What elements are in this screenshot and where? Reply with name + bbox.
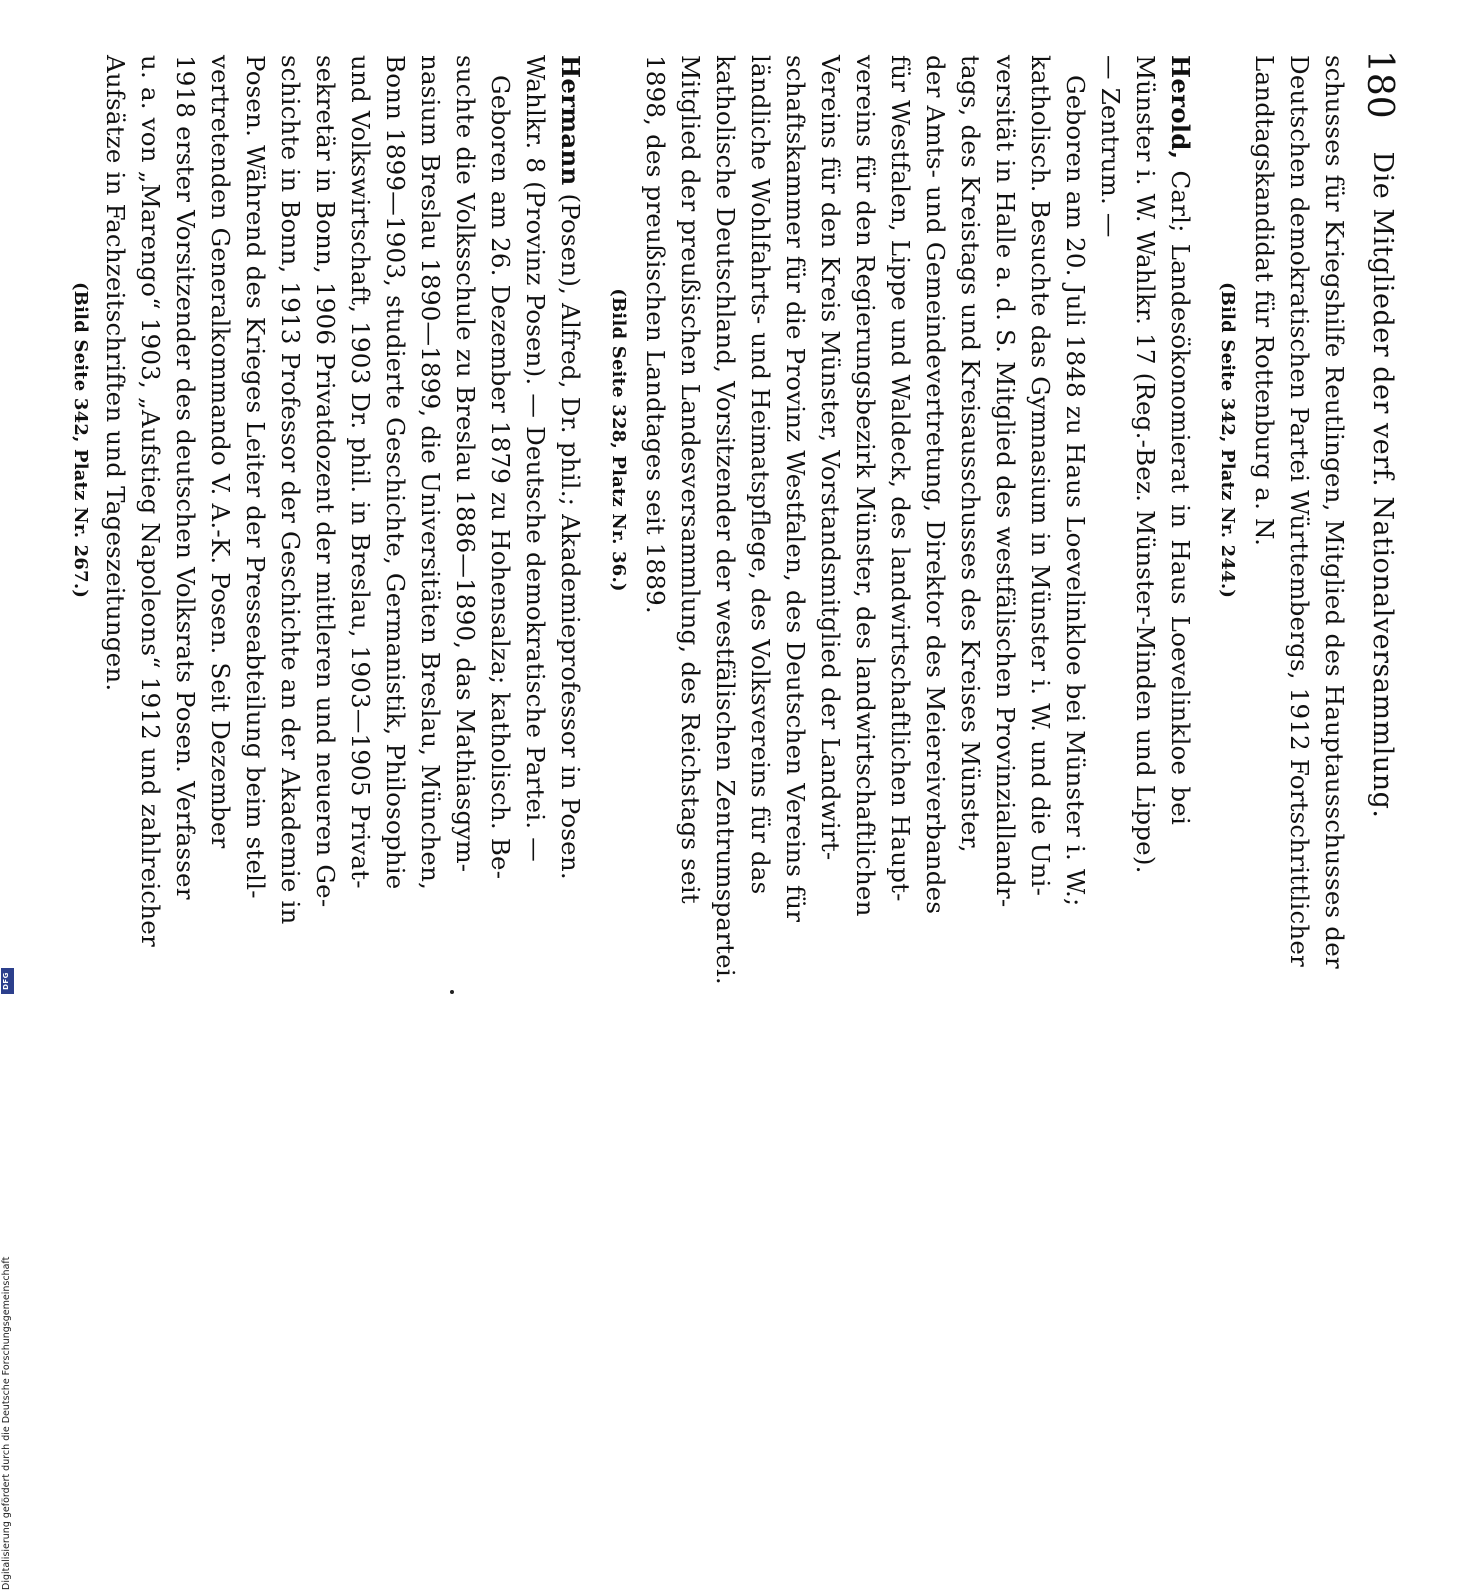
funding-note-strip: [0, 600, 14, 1590]
prev-entry-line: Deutschen demokratischen Partei Württembergs, 1912 Fortschrittlicher: [1285, 55, 1314, 967]
hermann-line: vertretenden Generalkommando V. A.-K. Posen. Seit Dezember: [206, 55, 235, 849]
hermann-line: Aufsätze in Fachzeitschriften und Tageszeitungen.: [101, 55, 130, 692]
dfg-logo-icon: [1, 968, 14, 994]
hermann-line: Bonn 1899—1903, studierte Geschichte, Germanistik, Philosophie: [381, 55, 410, 890]
herold-line: Münster i. W. Wahlkr. 17 (Reg.-Bez. Münster-Minden und Lippe).: [1131, 55, 1160, 874]
hermann-line: u. a. von „Marengo“ 1903, „Aufstieg Napoleons“ 1912 und zahlreicher: [136, 55, 165, 947]
hermann-line: 1918 erster Vorsitzender des deutschen Volksrats Posen. Verfasser: [171, 55, 200, 900]
herold-line: schaftskammer für die Provinz Westfalen, des Deutschen Vereins für: [781, 55, 810, 923]
herold-line: ländliche Wohlfahrts- und Heimatspflege, des Volksvereins für das: [746, 55, 775, 895]
funding-note: Digitalisierung gefördert durch die Deutsche Forschungsgemeinschaft: [1, 1256, 12, 1590]
hermann-line: sekretär in Bonn, 1906 Privatdozent der mittleren und neueren Ge-: [311, 55, 340, 908]
scan-speck: [450, 990, 454, 994]
hermann-line: und Volkswirtschaft, 1903 Dr. phil. in Breslau, 1903—1905 Privat-: [346, 55, 375, 889]
herold-line: Vereins für den Kreis Münster, Vorstandsmitglied der Landwirt-: [816, 55, 845, 861]
hermann-photo-ref: (Bild Seite 342, Platz Nr. 267.): [70, 281, 91, 599]
herold-line: Carl; Landesökonomierat in Haus Loevelinkloe bei: [1166, 170, 1195, 825]
herold-line: Mitglied der preußischen Landesversammlung, des Reichstags seit: [676, 55, 705, 904]
dfg-logo-text: DFG: [1, 972, 10, 990]
hermann-entry-first-line: [556, 55, 585, 880]
herold-line: katholisch. Besuchte das Gymnasium in Münster i. W. und die Uni-: [1026, 55, 1055, 897]
hermann-line: schichte in Bonn, 1913 Professor der Geschichte an der Akademie in: [276, 55, 305, 925]
herold-line: Geboren am 20. Juli 1848 zu Haus Loevelinkloe bei Münster i. W.;: [1061, 75, 1090, 907]
herold-line: tags, des Kreistags und Kreisausschusses des Kreises Münster,: [956, 55, 985, 853]
herold-entry-first-line: [1168, 55, 1193, 825]
herold-name: Herold,: [1166, 55, 1195, 160]
hermann-line: Wahlkr. 8 (Provinz Posen). — Deutsche demokratische Partei. —: [521, 55, 550, 862]
hermann-name: Hermann: [556, 55, 585, 186]
prev-entry-line: Landtagskandidat für Rottenburg a. N.: [1250, 55, 1279, 547]
herold-photo-ref: (Bild Seite 328, Platz Nr. 36.): [608, 288, 629, 592]
hermann-line: Geboren am 26. Dezember 1879 zu Hohensalza; katholisch. Be-: [486, 75, 515, 880]
page-number: 180: [1359, 50, 1400, 119]
running-head: Die Mitglieder der verf. Nationalversammlung.: [1367, 151, 1398, 819]
hermann-line: (Posen), Alfred, Dr. phil.; Akademieprofessor in Posen.: [556, 193, 585, 880]
herold-line: der Amts- und Gemeindevertretung, Direktor des Meiereiverbandes: [921, 55, 950, 915]
herold-line: 1898, des preußischen Landtages seit 1889.: [641, 55, 670, 614]
hermann-line: Posen. Während des Krieges Leiter der Presseabteilung beim stell-: [241, 55, 270, 899]
herold-line: vereins für den Regierungsbezirk Münster, des landwirtschaftlichen: [851, 55, 880, 917]
prev-entry-photo-ref: (Bild Seite 342, Platz Nr. 244.): [1217, 281, 1238, 599]
hermann-line: nasium Breslau 1890—1899, die Universitäten Breslau, München,: [416, 55, 445, 891]
hermann-line: suchte die Volksschule zu Breslau 1886—1890, das Mathiasgym-: [451, 55, 480, 873]
herold-line: katholische Deutschland, Vorsitzender der westfälischen Zentrumspartei.: [711, 55, 740, 985]
prev-entry-line: schusses für Kriegshilfe Reutlingen, Mitglied des Hauptausschusses der: [1320, 55, 1349, 969]
herold-line: versität in Halle a. d. S. Mitglied des westfälischen Provinziallandr-: [991, 55, 1020, 908]
herold-line: — Zentrum. —: [1096, 55, 1125, 238]
herold-line: für Westfalen, Lippe und Waldeck, des landwirtschaftlichen Haupt-: [886, 55, 915, 902]
